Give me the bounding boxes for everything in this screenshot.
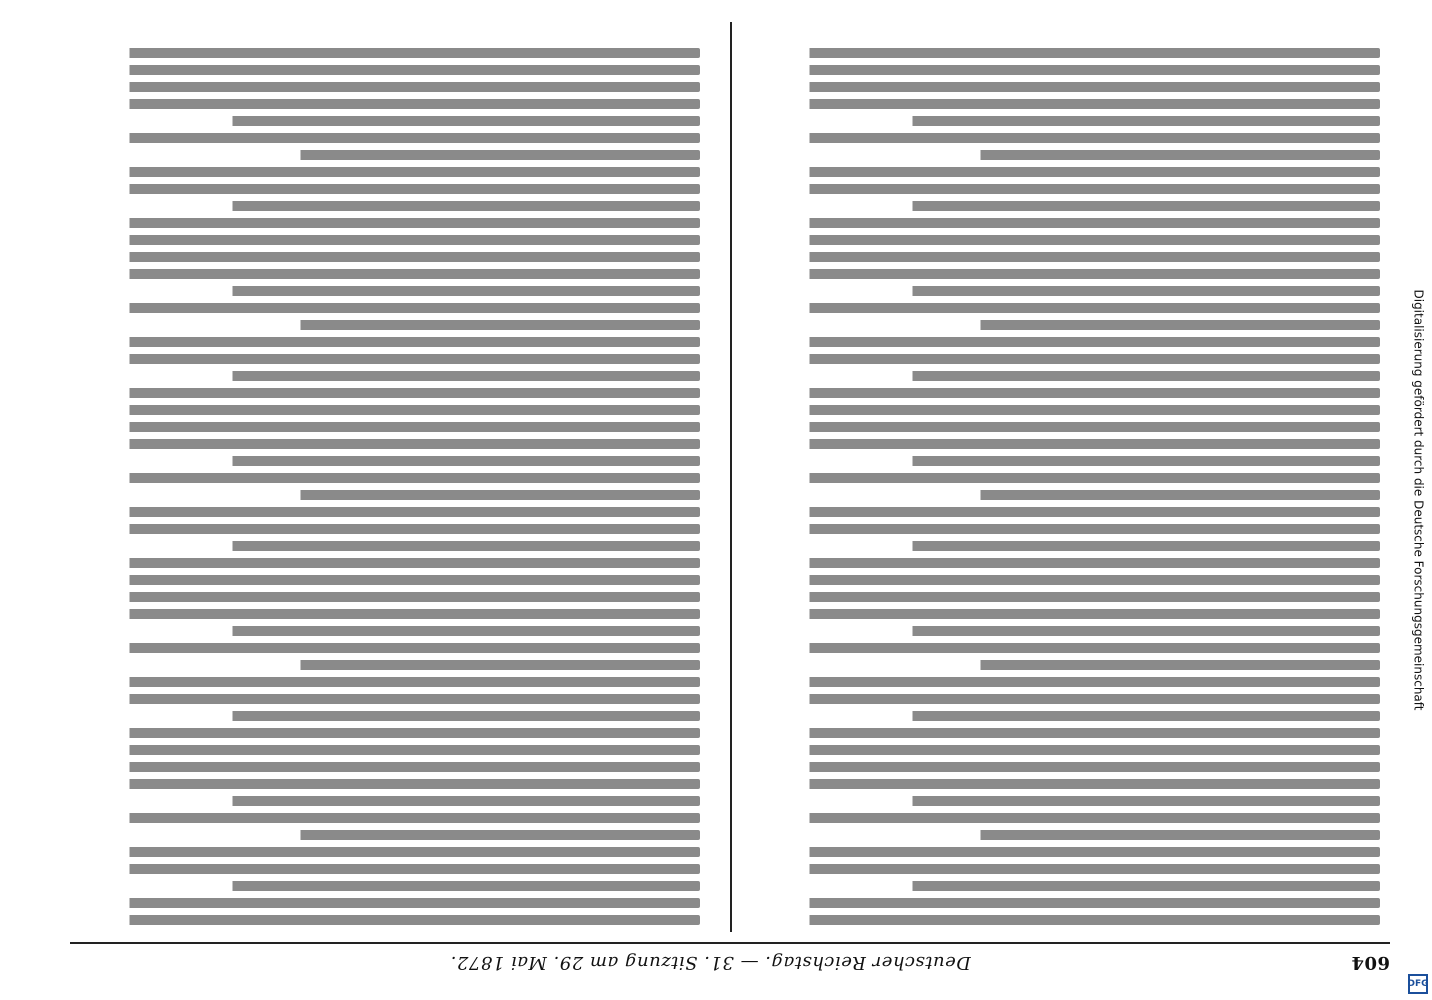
text-line — [760, 422, 1380, 432]
text-line — [760, 609, 1380, 619]
text-line — [872, 286, 1380, 296]
side-credit-text: Digitalisierung gefördert durch die Deutsche Forschungsgemeinschaft — [1411, 289, 1426, 711]
text-line — [760, 728, 1380, 738]
text-line — [872, 541, 1380, 551]
text-line — [80, 507, 700, 517]
text-line — [760, 48, 1380, 58]
text-line — [266, 150, 700, 160]
text-line — [760, 337, 1380, 347]
side-credit-strip — [1404, 0, 1432, 1000]
text-line — [760, 82, 1380, 92]
text-line — [760, 133, 1380, 143]
text-line — [80, 575, 700, 585]
text-line — [760, 405, 1380, 415]
text-line — [760, 575, 1380, 585]
text-line — [872, 201, 1380, 211]
text-line — [80, 218, 700, 228]
text-line — [760, 99, 1380, 109]
text-line — [266, 660, 700, 670]
running-head-title: Deutscher Reichstag. — 31. Sitzung am 29. Mai 1872. — [450, 952, 971, 974]
text-line — [192, 711, 700, 721]
text-line — [760, 303, 1380, 313]
text-line — [80, 558, 700, 568]
text-line — [266, 830, 700, 840]
text-line — [872, 456, 1380, 466]
text-line — [760, 898, 1380, 908]
text-line — [192, 541, 700, 551]
text-line — [192, 626, 700, 636]
text-line — [192, 201, 700, 211]
running-head — [70, 946, 1390, 980]
text-line — [80, 677, 700, 687]
text-line — [80, 643, 700, 653]
text-line — [80, 65, 700, 75]
text-line — [80, 337, 700, 347]
text-line — [80, 167, 700, 177]
text-line — [760, 473, 1380, 483]
text-line — [80, 694, 700, 704]
text-line — [760, 813, 1380, 823]
text-line — [760, 252, 1380, 262]
text-line — [266, 490, 700, 500]
text-line — [266, 320, 700, 330]
text-line — [760, 184, 1380, 194]
text-line — [80, 473, 700, 483]
text-line — [80, 405, 700, 415]
text-line — [80, 864, 700, 874]
text-line — [80, 252, 700, 262]
text-line — [760, 388, 1380, 398]
text-line — [760, 269, 1380, 279]
text-line — [946, 490, 1380, 500]
text-line — [760, 643, 1380, 653]
text-line — [80, 269, 700, 279]
text-line — [192, 286, 700, 296]
text-line — [946, 830, 1380, 840]
text-line — [872, 881, 1380, 891]
text-line — [80, 524, 700, 534]
column-divider — [730, 22, 732, 932]
text-line — [80, 82, 700, 92]
header-rule — [70, 942, 1390, 944]
page-number: 604 — [1350, 952, 1390, 974]
text-line — [760, 762, 1380, 772]
text-line — [80, 303, 700, 313]
text-line — [192, 116, 700, 126]
text-line — [760, 847, 1380, 857]
text-line — [946, 150, 1380, 160]
text-line — [80, 847, 700, 857]
text-line — [80, 609, 700, 619]
text-line — [192, 456, 700, 466]
text-line — [80, 898, 700, 908]
text-line — [192, 881, 700, 891]
text-line — [192, 796, 700, 806]
text-line — [80, 235, 700, 245]
text-line — [80, 99, 700, 109]
text-line — [760, 592, 1380, 602]
right-column-text-lines — [80, 22, 700, 932]
left-column — [750, 22, 1390, 932]
text-line — [80, 184, 700, 194]
text-line — [80, 779, 700, 789]
text-line — [760, 439, 1380, 449]
text-line — [80, 422, 700, 432]
text-line — [760, 354, 1380, 364]
text-line — [80, 592, 700, 602]
text-line — [80, 813, 700, 823]
text-line — [760, 524, 1380, 534]
text-line — [80, 915, 700, 925]
dfg-logo: DFG — [1408, 974, 1428, 994]
text-line — [80, 48, 700, 58]
text-line — [760, 235, 1380, 245]
text-line — [80, 354, 700, 364]
text-line — [760, 65, 1380, 75]
text-line — [80, 133, 700, 143]
text-line — [872, 626, 1380, 636]
text-line — [946, 320, 1380, 330]
text-line — [192, 371, 700, 381]
rotated-scan — [70, 20, 1390, 980]
text-line — [80, 762, 700, 772]
right-column — [70, 22, 710, 932]
left-column-text-lines — [760, 22, 1380, 932]
text-line — [760, 218, 1380, 228]
text-line — [760, 745, 1380, 755]
text-line — [760, 677, 1380, 687]
text-line — [946, 660, 1380, 670]
text-line — [872, 116, 1380, 126]
text-line — [760, 779, 1380, 789]
text-line — [80, 388, 700, 398]
text-line — [760, 915, 1380, 925]
text-line — [872, 711, 1380, 721]
text-line — [760, 864, 1380, 874]
text-line — [760, 507, 1380, 517]
text-line — [872, 796, 1380, 806]
text-line — [80, 728, 700, 738]
text-line — [872, 371, 1380, 381]
text-line — [760, 694, 1380, 704]
text-line — [760, 167, 1380, 177]
text-line — [760, 558, 1380, 568]
text-line — [80, 745, 700, 755]
text-line — [80, 439, 700, 449]
